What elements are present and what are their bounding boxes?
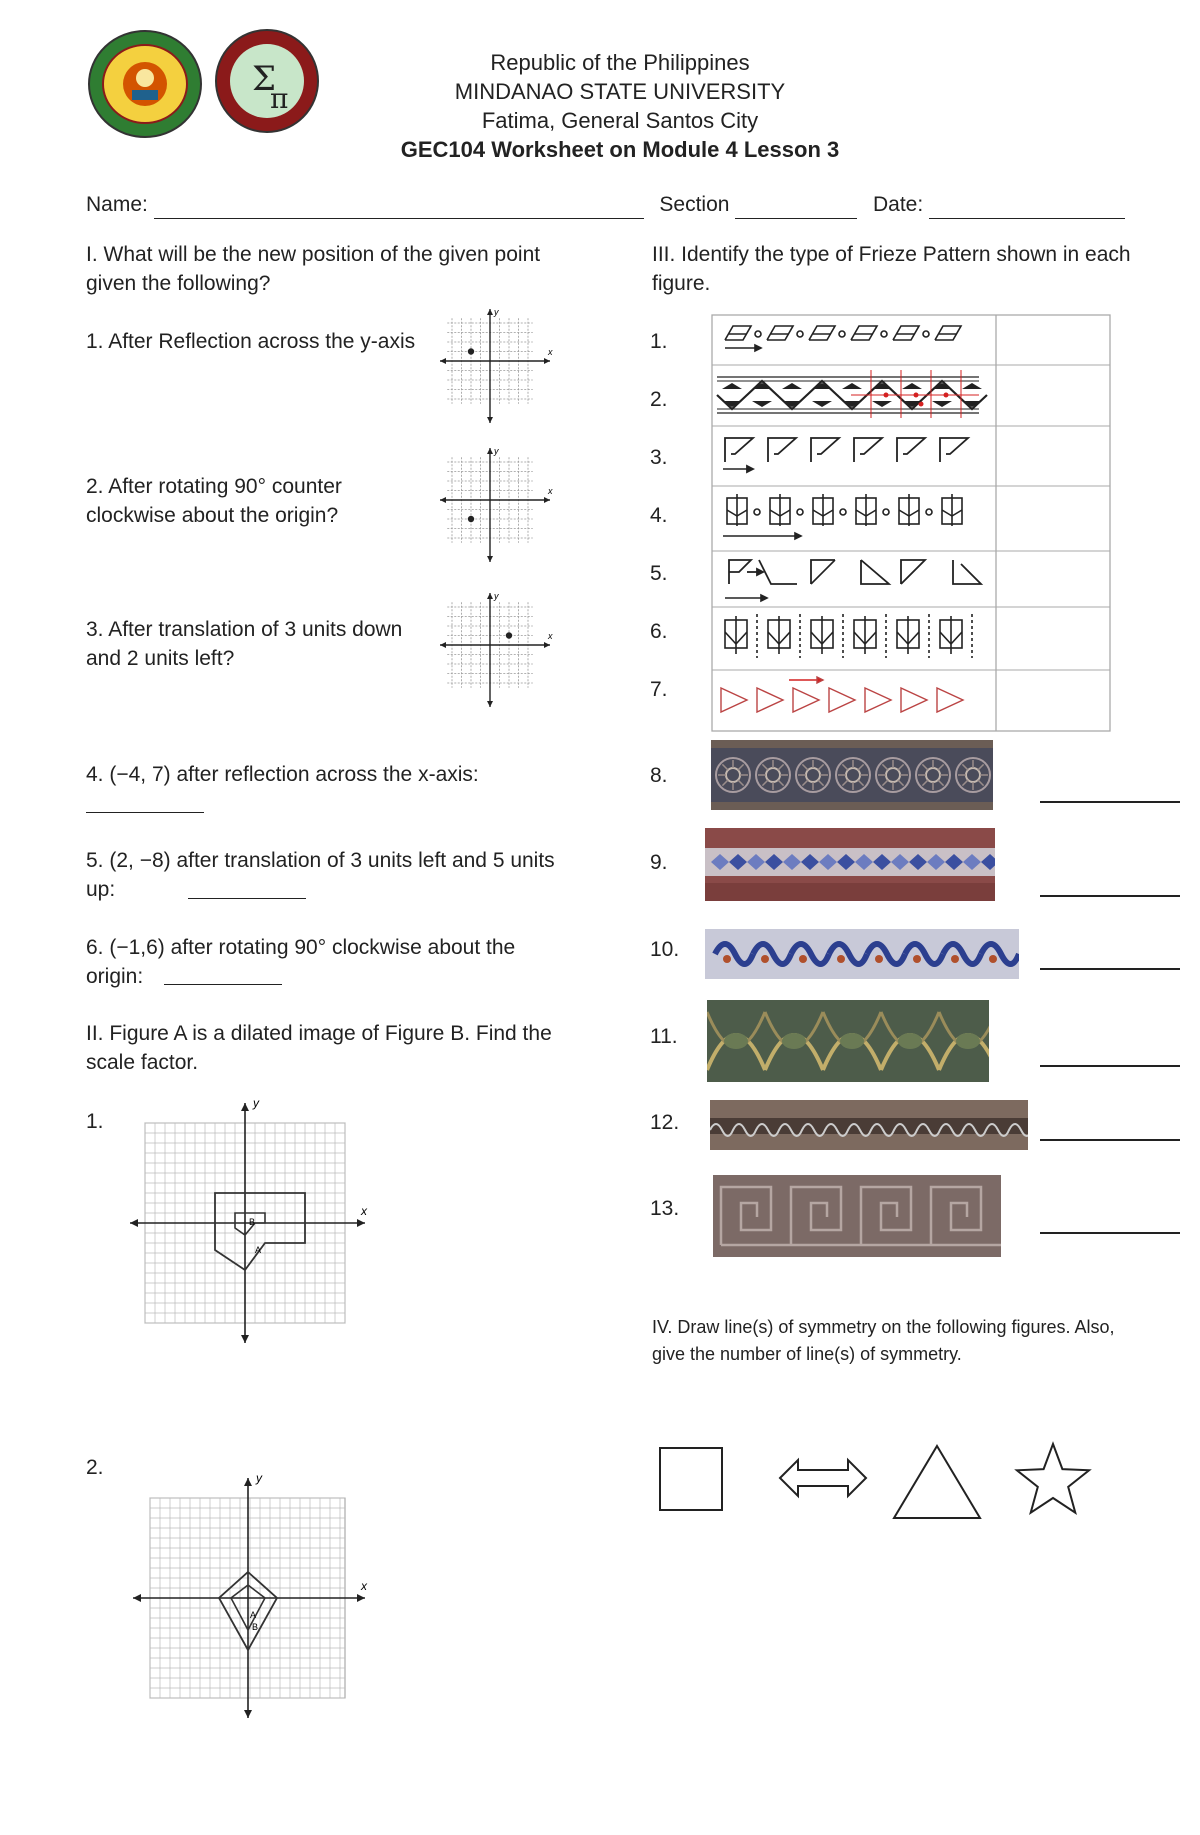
frieze-pattern-5 [729,560,981,584]
svg-text:y: y [494,446,499,456]
header-campus: Fatima, General Santos City [481,108,759,133]
frieze-number-6: 6. [650,620,668,643]
answer-line-q6[interactable] [164,984,282,985]
svg-text:y: y [494,591,499,601]
frieze-number-4: 4. [650,504,668,527]
frieze-number-9: 9. [650,851,668,874]
svg-text:x: x [548,486,553,496]
frieze-photo-8 [711,740,993,810]
square-shape[interactable] [660,1448,722,1510]
answer-line-13[interactable] [1040,1232,1180,1234]
frieze-number-8: 8. [650,764,668,787]
svg-text:π: π [270,82,289,115]
frieze-photo-9 [705,828,995,901]
frieze-table [711,314,1111,732]
part1-grid-1 [440,306,555,428]
frieze-photo-13 [713,1175,1001,1257]
frieze-number-5: 5. [650,562,668,585]
name-label: Name: [86,193,148,216]
header-republic: Republic of the Philippines [490,50,750,75]
frieze-number-3: 3. [650,446,668,469]
graph-2-label-b: B [252,1622,259,1632]
part2-title: II. Figure A is a dilated image of Figure B. Find the scale factor. [86,1022,552,1074]
worksheet-title: GEC104 Worksheet on Module 4 Lesson 3 [400,137,840,162]
triangle-shape[interactable] [894,1446,980,1518]
part2-number-2: 2. [86,1456,104,1479]
part1-q1: 1. After Reflection across the y-axis [86,330,416,353]
graph-2-x-label: x [361,1579,367,1593]
plotted-point [468,516,474,522]
svg-text:x: x [548,347,553,357]
part3-title: III. Identify the type of Frieze Pattern shown in each figure. [652,243,1131,295]
part1-q6: 6. (−1,6) after rotating 90° clockwise about the origin: [86,936,516,988]
frieze-pattern-4 [723,494,962,539]
frieze-number-10: 10. [650,938,680,961]
answer-line-8[interactable] [1040,801,1180,803]
part1-q5: 5. (2, −8) after translation of 3 units left and 5 units up: [86,849,555,901]
answer-line-9[interactable] [1040,895,1180,897]
answer-line-q5[interactable] [188,898,306,899]
part2-number-1: 1. [86,1110,104,1133]
frieze-photo-10 [705,929,1019,979]
part2-graph-1 [125,1095,375,1345]
header-university: MINDANAO STATE UNIVERSITY [454,79,786,104]
plotted-point [468,348,474,354]
graph-1-label-a: A [255,1245,262,1255]
frieze-photo-12 [710,1100,1028,1150]
date-field[interactable] [929,196,1125,219]
part4-title: IV. Draw line(s) of symmetry on the following figures. Also, give the number of line(s) of symmetry. [652,1317,1115,1364]
graph-2-label-a: A [250,1610,257,1620]
plotted-point [506,632,512,638]
graph-2-y-label: y [256,1471,262,1485]
part1-grid-2 [440,445,555,567]
svg-text:x: x [548,631,553,641]
graph-1-label-b: B [249,1217,256,1227]
frieze-pattern-6 [725,595,972,658]
section-label: Section [659,193,730,216]
name-field[interactable] [154,196,644,219]
graph-1-figure-a [215,1193,305,1270]
part1-grid-3 [440,590,555,712]
answer-line-11[interactable] [1040,1065,1180,1067]
part1-q2: 2. After rotating 90° counter clockwise about the origin? [86,475,342,527]
svg-text:y: y [494,307,499,317]
header-block [0,48,1200,164]
frieze-number-11: 11. [650,1025,678,1048]
frieze-pattern-2 [717,370,987,418]
frieze-number-12: 12. [650,1111,680,1134]
frieze-number-2: 2. [650,388,668,411]
frieze-pattern-7 [721,677,963,712]
info-line [86,190,1136,219]
part1-q3: 3. After translation of 3 units down and 2 units left? [86,618,403,670]
graph-1-x-label: x [361,1204,367,1218]
answer-line-q4[interactable] [86,812,204,813]
date-label: Date: [872,193,924,216]
graph-1-y-label: y [253,1096,259,1110]
section-field[interactable] [735,196,857,219]
frieze-pattern-3 [723,438,968,472]
part1-q4: 4. (−4, 7) after reflection across the x-axis: [86,763,479,786]
frieze-pattern-1 [725,326,961,351]
part2-graph-2 [125,1470,375,1720]
frieze-number-1: 1. [650,330,668,353]
frieze-photo-11 [707,1000,989,1082]
part1-title: I. What will be the new position of the given point given the following? [86,243,541,295]
symmetry-figures [655,1440,1125,1530]
answer-line-10[interactable] [1040,968,1180,970]
answer-line-12[interactable] [1040,1139,1180,1141]
double-arrow-shape[interactable] [780,1460,866,1496]
frieze-number-13: 13. [650,1197,680,1220]
svg-text:Σ: Σ [252,59,277,99]
star-shape[interactable] [1017,1444,1089,1513]
frieze-number-7: 7. [650,678,668,701]
